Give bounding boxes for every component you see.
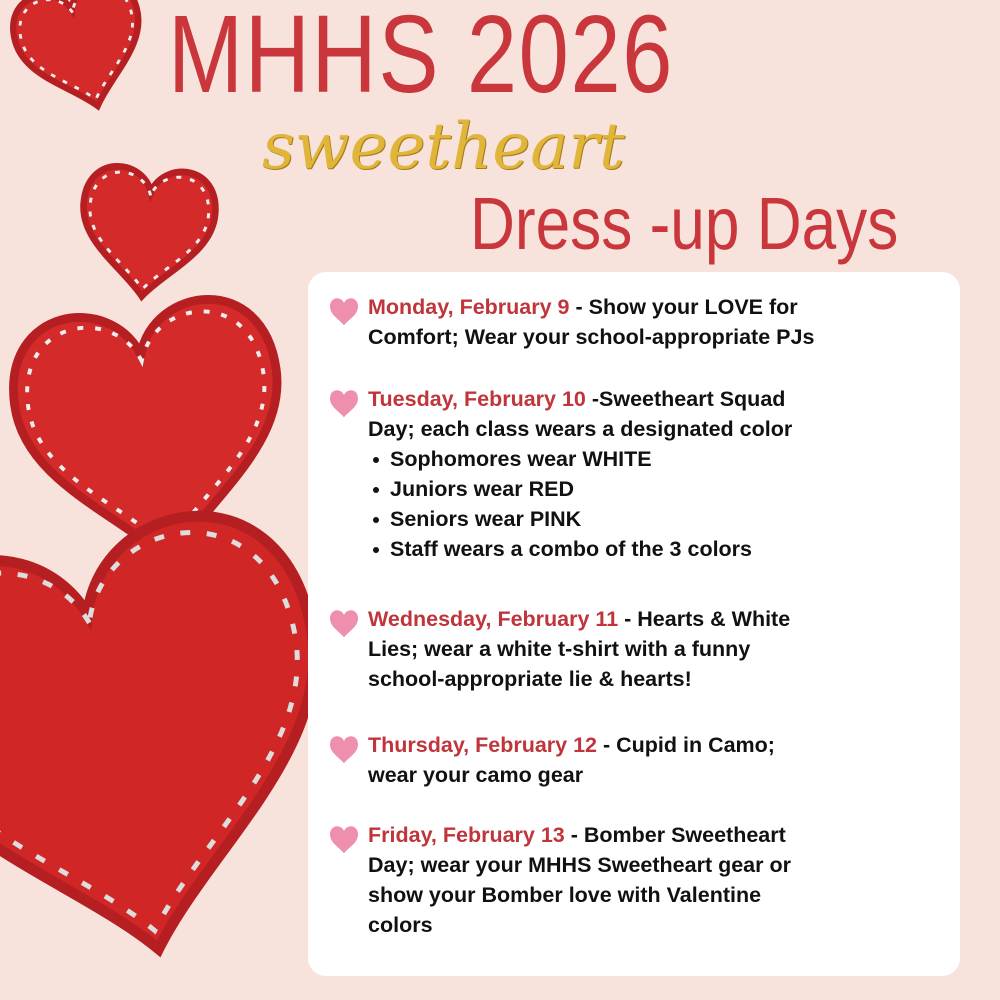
entry-line: school-appropriate lie & hearts!	[368, 667, 692, 691]
heart-icon	[328, 826, 360, 854]
entry-text: - Bomber Sweetheart	[564, 823, 786, 847]
heart-icon	[328, 736, 360, 764]
entry-line: Lies; wear a white t-shirt with a funny	[368, 637, 751, 661]
entry-line: show your Bomber love with Valentine	[368, 883, 762, 907]
heart-icon	[328, 390, 360, 418]
entry-text: - Cupid in Camo;	[597, 733, 775, 757]
entry-line	[328, 292, 814, 322]
entry-line	[328, 604, 790, 634]
schedule-entry	[328, 604, 790, 694]
heart-icon	[328, 298, 360, 326]
entry-line: Comfort; Wear your school-appropriate PJs	[368, 325, 815, 349]
entry-date: Wednesday, February 11	[368, 607, 619, 631]
entry-text: - Show your LOVE for	[569, 295, 798, 319]
entry-line: Day; wear your MHHS Sweetheart gear or	[368, 853, 791, 877]
heart-icon	[0, 496, 320, 994]
schedule-card	[308, 272, 960, 976]
schedule-entry	[328, 384, 792, 564]
bullet-item: Staff wears a combo of the 3 colors	[328, 534, 792, 564]
entry-date: Monday, February 9	[368, 295, 570, 319]
entry-line: wear your camo gear	[368, 763, 584, 787]
bullet-item: Sophomores wear WHITE	[328, 444, 792, 474]
title-sweetheart: sweetheart	[262, 110, 625, 184]
heart-icon	[76, 163, 219, 302]
entry-date: Tuesday, February 10	[368, 387, 586, 411]
entry-line	[328, 730, 775, 760]
entry-line	[328, 820, 791, 850]
entry-text: -Sweetheart Squad	[585, 387, 786, 411]
entry-text: - Hearts & White	[618, 607, 791, 631]
heart-icon	[328, 610, 360, 638]
bullet-item: Juniors wear RED	[328, 474, 792, 504]
title-mhhs-2026: MHHS 2026	[168, 0, 675, 116]
entry-line: colors	[368, 913, 433, 937]
entry-date: Thursday, February 12	[368, 733, 598, 757]
bullet-item: Seniors wear PINK	[328, 504, 792, 534]
schedule-entry	[328, 730, 775, 790]
heart-icon	[5, 0, 158, 122]
title-dress-up-days: Dress -up Days	[470, 182, 899, 265]
entry-line: Day; each class wears a designated color	[368, 417, 793, 441]
schedule-entry	[328, 292, 814, 352]
entry-line	[328, 384, 792, 414]
schedule-entry	[328, 820, 791, 940]
entry-date: Friday, February 13	[368, 823, 565, 847]
